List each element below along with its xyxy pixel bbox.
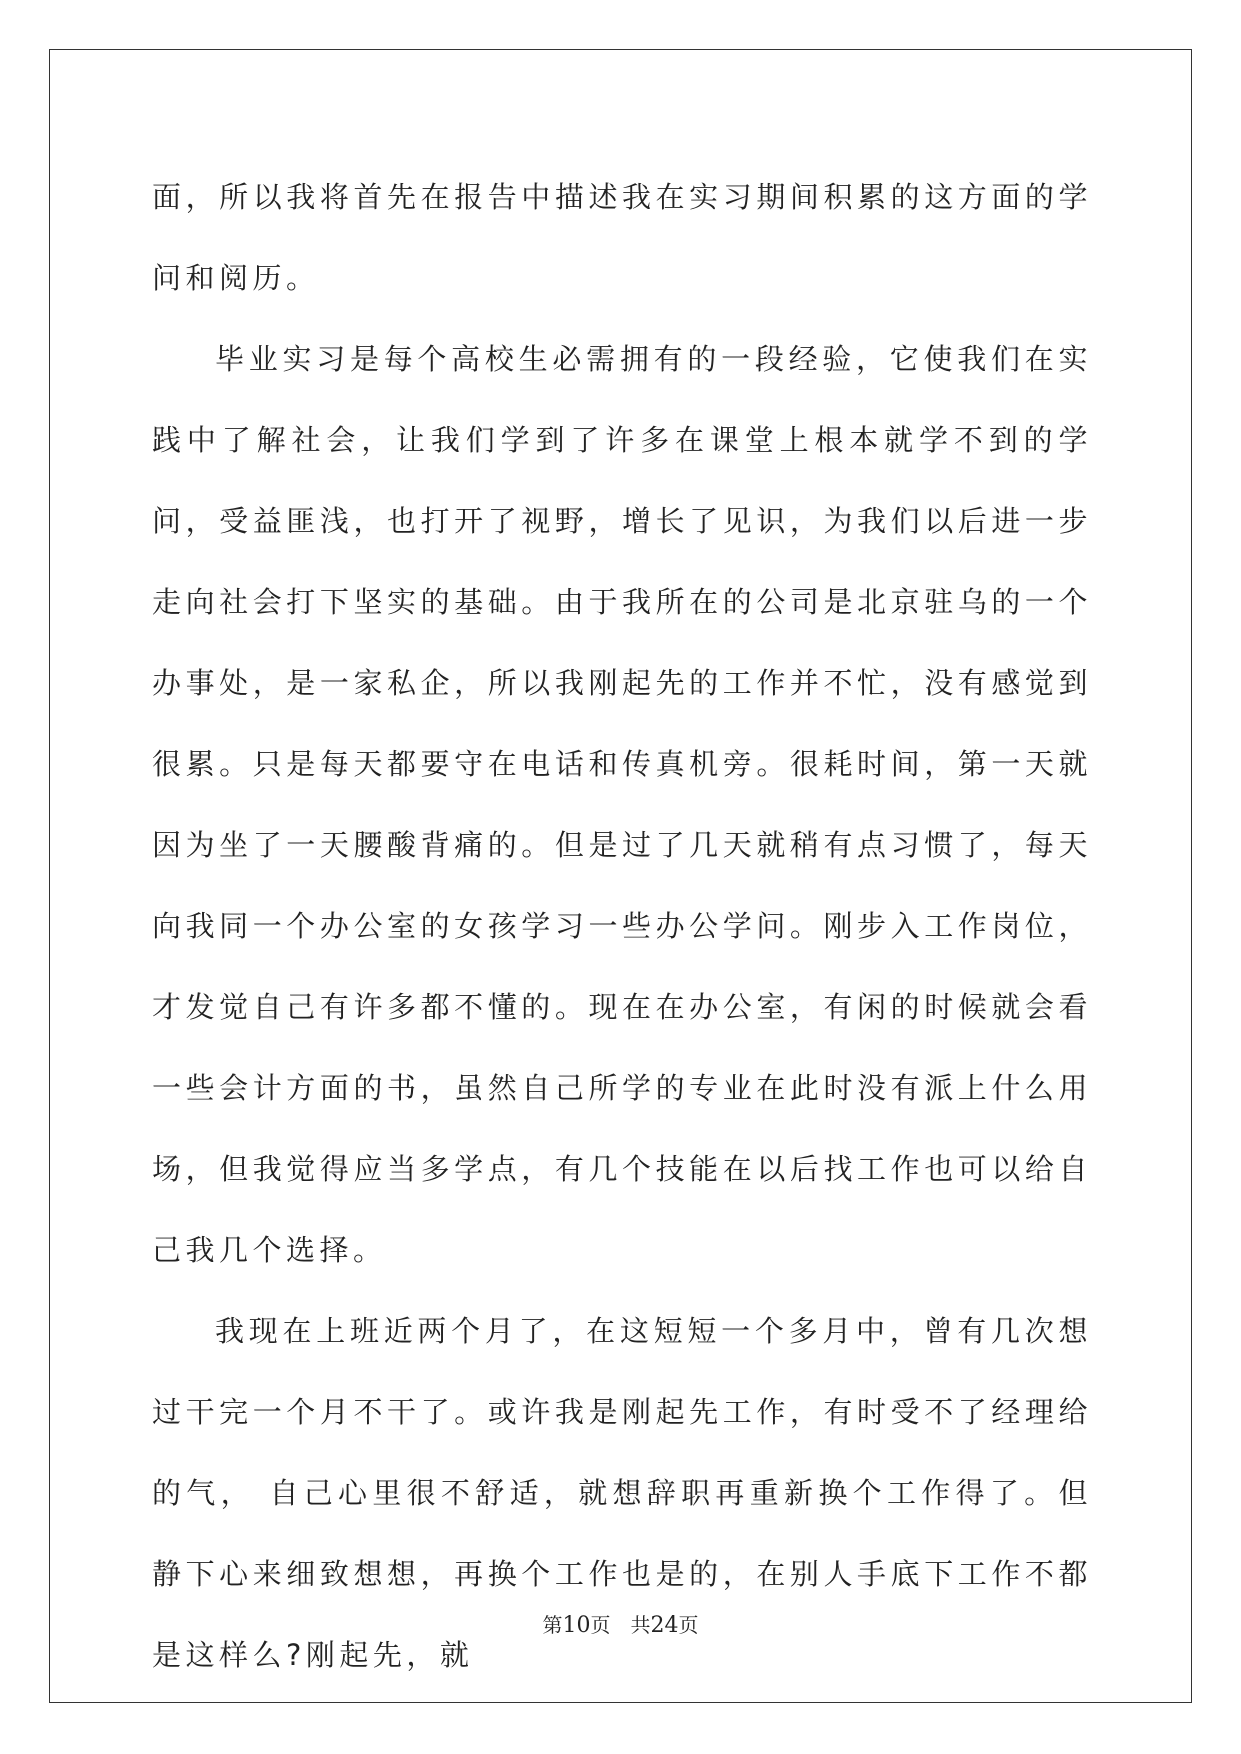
page-footer [0,1613,1241,1638]
document-body [152,157,1092,1696]
total-page-count: 24 [650,1613,679,1638]
footer-prefix: 第 [542,1613,563,1637]
paragraph-continued: 面，所以我将首先在报告中描述我在实习期间积累的这方面的学问和阅历。 [152,180,1092,295]
paragraph-internship-experience: 毕业实习是每个高校生必需拥有的一段经验，它使我们在实践中了解社会，让我们学到了许多在课堂上根本就学不到的学问，受益匪浅，也打开了视野，增长了见识，为我们以后进一步走向社会打下坚实的基础。由于我所在的公司是北京驻乌的一个办事处，是一家私企，所以我刚起先的工作并不忙，没有感觉到很累。只是每天都要守在电话和传真机旁。很耗时间，第一天就因为坐了一天腰酸背痛的。但是过了几天就稍有点习惯了，每天向我同一个办公室的女孩学习一些办公学问。刚步入工作岗位，才发觉自己有许多都不懂的。现在在办公室，有闲的时候就会看一些会计方面的书，虽然自己所学的专业在此时没有派上什么用场，但我觉得应当多学点，有几个技能在以后找工作也可以给自己我几个选择。 [152,342,1092,1267]
current-page-number: 10 [562,1613,591,1638]
paragraph-two-months: 我现在上班近两个月了，在这短短一个多月中，曾有几次想过干完一个月不干了。或许我是刚起先工作，有时受不了经理给的气， 自己心里很不舒适，就想辞职再重新换个工作得了。但静下心来细致想想，再换个工作也是的，在别人手底下工作不都是这样么?刚起先，就 [152,1314,1092,1672]
footer-middle: 页 共 [590,1613,651,1637]
footer-suffix: 页 [678,1613,699,1637]
